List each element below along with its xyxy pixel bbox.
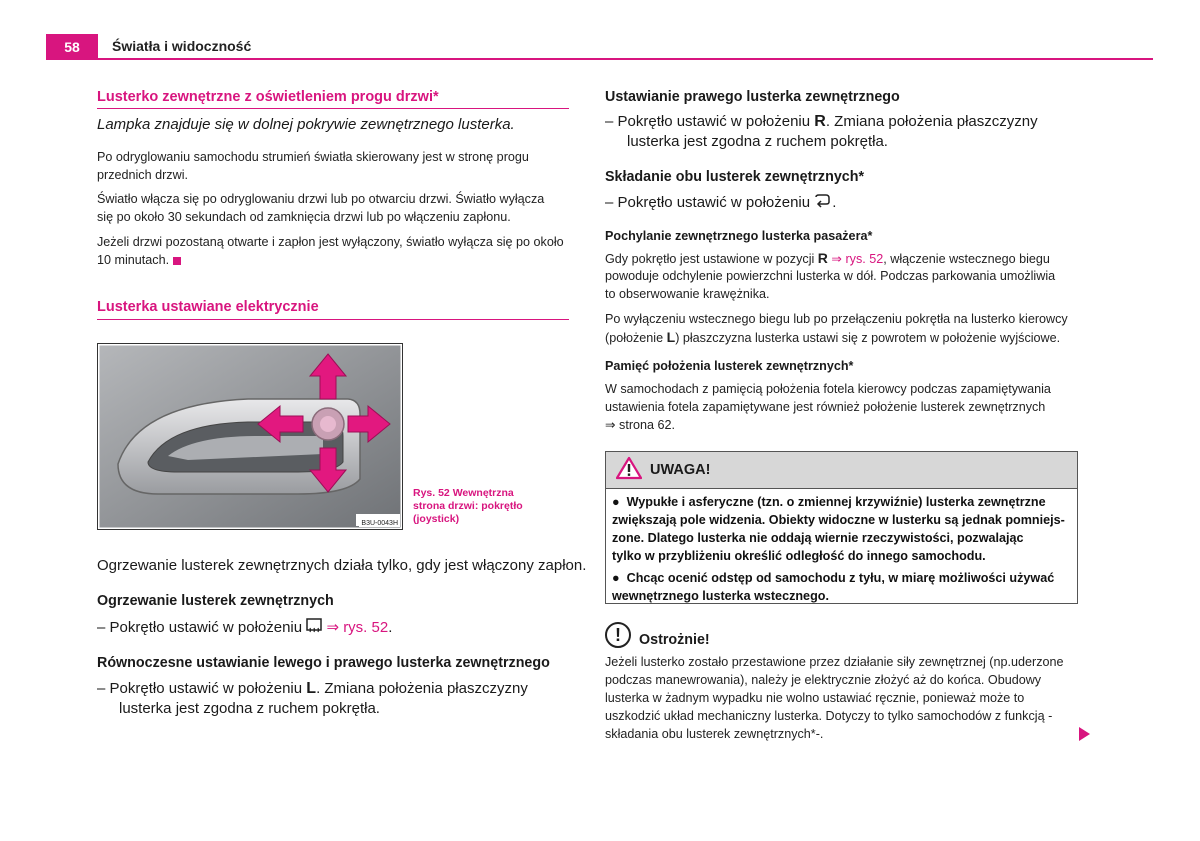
heating-symbol-icon	[306, 618, 322, 640]
figure-caption	[413, 487, 543, 526]
simultaneous-instruction	[97, 679, 528, 699]
position-r-symbol: R	[814, 113, 826, 130]
heating-intro: Ogrzewanie lusterek zewnętrznych działa tylko, gdy jest włączony zapłon.	[97, 557, 587, 574]
warning-line: zwiększają pole widzenia. Obiekty widoczne w lusterku są jednak pomniejs-	[612, 513, 1065, 527]
paragraph-line: lusterka w żadnym wypadku nie wolno ustawiać ręcznie, ponieważ może to	[605, 691, 1025, 705]
instruction-text: lusterka jest zgodna z ruchem pokrętła.	[119, 700, 380, 717]
paragraph-line	[605, 249, 1050, 268]
door-handle-illustration	[98, 344, 402, 529]
section-rule	[97, 319, 569, 320]
next-page-arrow-icon[interactable]	[1079, 727, 1090, 741]
instruction-text: – Pokrętło ustawić w położeniu	[97, 680, 303, 697]
warning-line: wewnętrznego lusterka wstecznego.	[612, 589, 829, 603]
caption-line: strona drzwi: pokrętło	[413, 500, 523, 512]
chapter-title: Światła i widoczność	[112, 38, 252, 54]
warning-triangle-icon	[616, 456, 642, 485]
heading-folding: Składanie obu lusterek zewnętrznych*	[605, 169, 865, 185]
paragraph-line: Po wyłączeniu wstecznego biegu lub po przełączeniu pokrętła na lusterko kierowcy	[605, 312, 1068, 326]
fold-symbol-icon	[814, 193, 832, 215]
heading-simultaneous: Równoczesne ustawianie lewego i prawego lusterka zewnętrznego	[97, 655, 550, 671]
warning-body	[606, 489, 1077, 613]
instruction-text: . Zmiana położenia płaszczyzny	[316, 680, 528, 697]
paragraph-line: W samochodach z pamięcią położenia fotela kierowcy podczas zapamiętywania	[605, 382, 1051, 396]
end-of-section-marker	[173, 257, 181, 265]
caution-exclamation-icon: !	[605, 622, 631, 648]
paragraph-line: to obserwowanie krawężnika.	[605, 287, 770, 301]
paragraph-text: (położenie	[605, 331, 664, 345]
paragraph-line: Jeżeli lusterko zostało przestawione przez działanie siły zewnętrznej (np.uderzone	[605, 655, 1064, 669]
paragraph-line: składania obu lusterek zewnętrznych*-.	[605, 727, 824, 741]
bullet-icon: ●	[612, 495, 627, 509]
section-title-door-lamp: Lusterko zewnętrzne z oświetleniem progu drzwi*	[97, 89, 439, 105]
section-title-electric-mirrors: Lusterka ustawiane elektrycznie	[97, 299, 319, 315]
heading-memory: Pamięć położenia lusterek zewnętrznych*	[605, 359, 854, 373]
paragraph-text: ) płaszczyzna lusterka ustawi się z powrotem w położenie wyjściowe.	[675, 331, 1061, 345]
position-l-symbol: L	[666, 329, 676, 345]
paragraph-line	[97, 251, 181, 269]
figure-reference-link[interactable]: ⇒ rys. 52	[326, 619, 389, 636]
figure-code: B3U-0043H	[361, 520, 398, 527]
caption-line: (joystick)	[413, 513, 460, 525]
paragraph-line: powoduje odchylenie powierzchni lusterka w dół. Podczas parkowania umożliwia	[605, 269, 1056, 283]
folding-instruction: – Pokrętło ustawić w położeniu .	[605, 193, 836, 215]
paragraph-line: przednich drzwi.	[97, 168, 188, 182]
warning-box	[605, 451, 1078, 604]
paragraph-text: 10 minutach.	[97, 253, 170, 267]
caption-line: Rys. 52 Wewnętrzna	[413, 487, 514, 499]
position-r-symbol: R	[817, 250, 828, 266]
warning-line: tylko w przybliżeniu określić odległość do innego samochodu.	[612, 549, 986, 563]
paragraph-line: się po około 30 sekundach od zamknięcia drzwi lub po włączeniu zapłonu.	[97, 210, 511, 224]
paragraph-line: uszkodzić układ mechaniczny lusterka. Dotyczy to tylko samochodów z funkcją -	[605, 709, 1053, 723]
heading-tilt: Pochylanie zewnętrznego lusterka pasażera*	[605, 229, 873, 243]
bullet-icon: ●	[612, 571, 627, 585]
heading-heating: Ogrzewanie lusterek zewnętrznych	[97, 593, 334, 609]
page-reference-link[interactable]: ⇒ strona 62.	[605, 418, 676, 432]
section-lead: Lampka znajduje się w dolnej pokrywie zewnętrznego lusterka.	[97, 116, 515, 133]
position-l-symbol: L	[306, 680, 317, 697]
paragraph-line: podczas manewrowania), należy je elektrycznie złożyć aż do końca. Obudowy	[605, 673, 1042, 687]
warning-title: UWAGA!	[650, 462, 711, 478]
heading-right-mirror: Ustawianie prawego lusterka zewnętrznego	[605, 89, 900, 105]
warning-line: zone. Dlatego lusterka nie oddają wiernie rzeczywistości, pozwalając	[612, 531, 1024, 545]
warning-header	[606, 452, 1077, 489]
instruction-text: – Pokrętło ustawić w położeniu	[605, 113, 811, 130]
page-number: 58	[46, 34, 98, 60]
paragraph-line: Po odryglowaniu samochodu strumień światła skierowany jest w stronę progu	[97, 150, 529, 164]
paragraph-line: Jeżeli drzwi pozostaną otwarte i zapłon jest wyłączony, światło wyłącza się po około	[97, 235, 564, 249]
warning-line: Chcąc ocenić odstęp od samochodu z tyłu, w miarę możliwości używać	[626, 571, 1055, 585]
section-rule	[97, 108, 569, 109]
instruction-text: – Pokrętło ustawić w położeniu	[97, 619, 303, 636]
figure-door-joystick	[97, 343, 403, 530]
figure-reference-link[interactable]: ⇒ rys. 52	[831, 252, 884, 266]
instruction-text: – Pokrętło ustawić w położeniu	[605, 194, 811, 211]
instruction-text: lusterka jest zgodna z ruchem pokrętła.	[627, 133, 888, 150]
paragraph-line: ustawienia fotela zapamiętywane jest również położenie lusterek zewnętrznych	[605, 400, 1046, 414]
paragraph-line: Światło włącza się po odryglowaniu drzwi lub po otwarciu drzwi. Światło wyłącza	[97, 192, 545, 206]
header-rule	[46, 58, 1153, 60]
paragraph-line	[605, 328, 1060, 347]
instruction-text: . Zmiana położenia płaszczyzny	[825, 113, 1038, 130]
right-mirror-instruction	[605, 112, 1038, 132]
paragraph-text: Gdy pokrętło jest ustawione w pozycji	[605, 252, 815, 266]
caution-title: Ostrożnie!	[639, 632, 710, 648]
warning-line: Wypukłe i asferyczne (tzn. o zmiennej krzywiźnie) lusterka zewnętrzne	[626, 495, 1046, 509]
paragraph-text: , włączenie wstecznego biegu	[883, 252, 1050, 266]
heating-instruction: – Pokrętło ustawić w położeniu ⇒ rys. 52.	[97, 618, 392, 640]
